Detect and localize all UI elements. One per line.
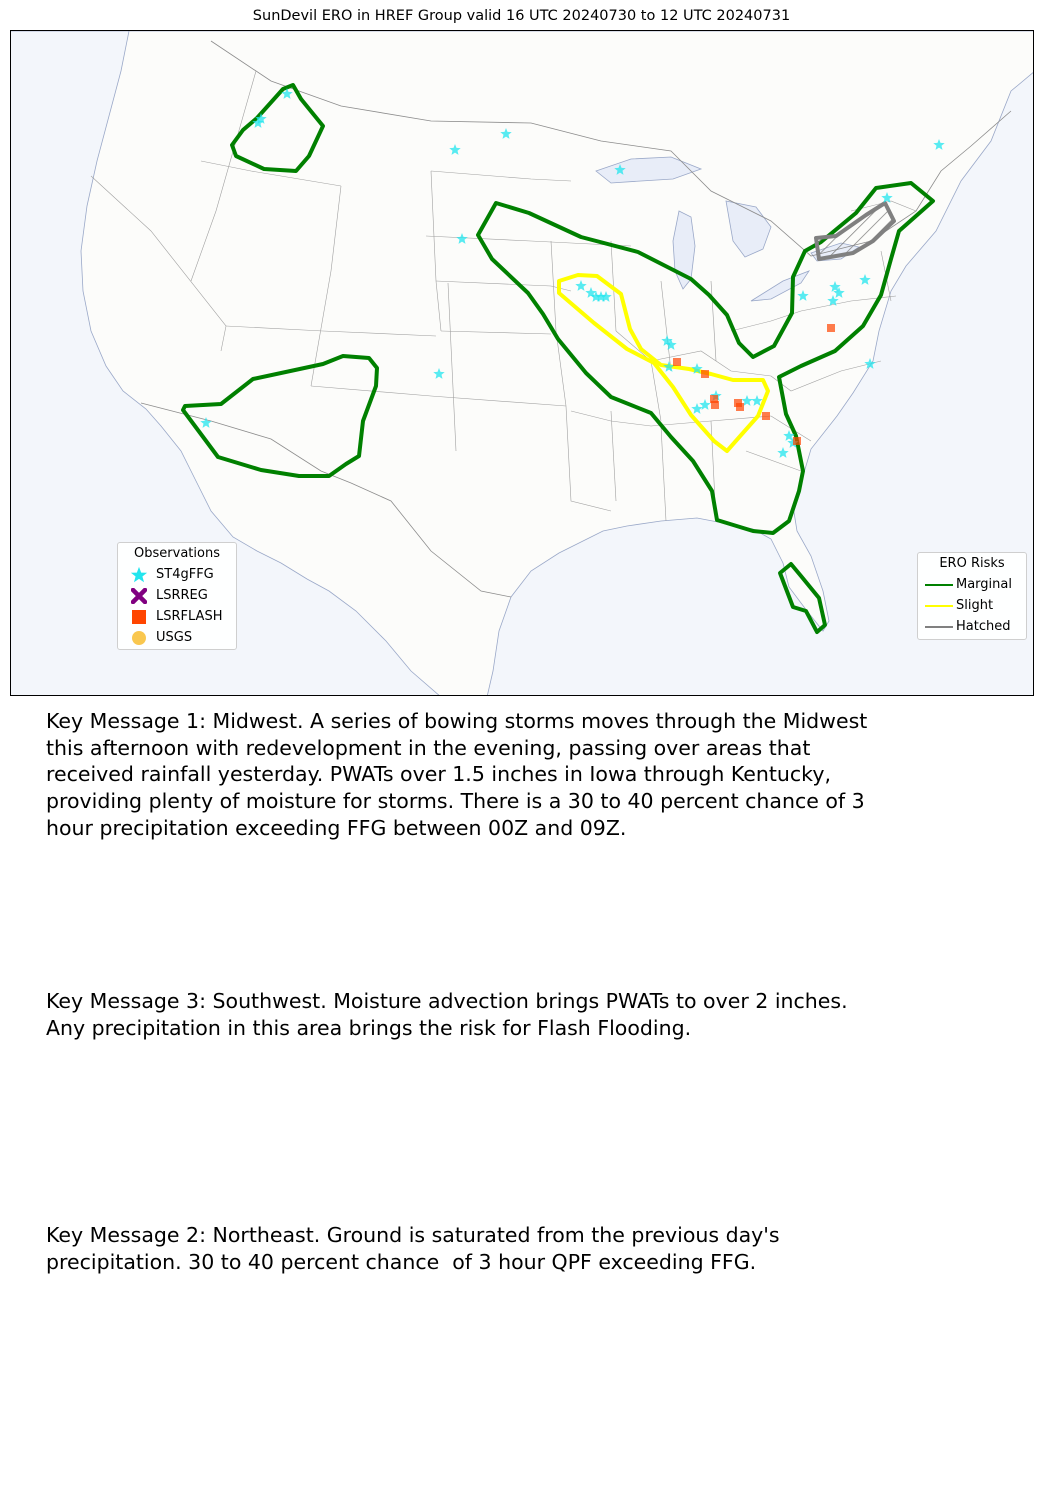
legend-label: LSRFLASH	[156, 609, 223, 624]
legend-label: ST4gFFG	[156, 567, 214, 582]
chart-title: SunDevil ERO in HREF Group valid 16 UTC 20240730 to 12 UTC 20240731	[252, 8, 791, 24]
lsrflash-marker	[711, 401, 719, 409]
key-message-3: Key Message 3: Southwest. Moisture advection brings PWATs to over 2 inches. Any precipitation in this area brings the risk for Flash Flooding.	[46, 989, 848, 1040]
legend-item-hatched	[922, 616, 1022, 637]
legend-item-lsrflash	[122, 606, 232, 627]
legend-label: USGS	[156, 630, 193, 645]
legend-label: LSRREG	[156, 588, 208, 603]
x-icon	[122, 588, 156, 604]
star-icon	[122, 566, 156, 584]
legend-item-marginal	[922, 574, 1022, 595]
legend-label: Marginal	[956, 577, 1012, 592]
line-icon	[922, 624, 956, 630]
lsrflash-marker	[762, 412, 770, 420]
lsrflash-marker	[827, 324, 835, 332]
line-icon	[922, 603, 956, 609]
legend-item-usgs	[122, 627, 232, 648]
lsrflash-marker	[793, 437, 801, 445]
line-icon	[922, 582, 956, 588]
observations-legend	[117, 542, 237, 650]
ero-risks-legend	[917, 552, 1027, 640]
legend-label: Slight	[956, 598, 994, 613]
ero-legend-title: ERO Risks	[939, 556, 1005, 571]
legend-item-slight	[922, 595, 1022, 616]
legend-label: Hatched	[956, 619, 1011, 634]
legend-item-lsrreg	[122, 585, 232, 606]
lsrflash-marker	[736, 403, 744, 411]
key-message-2: Key Message 2: Northeast. Ground is saturated from the previous day's precipitation. 30 to 40 percent chance of 3 hour QPF exceeding FFG.	[46, 1223, 780, 1274]
observations-legend-title: Observations	[134, 546, 220, 561]
lsrflash-marker	[673, 358, 681, 366]
legend-item-st4gffg	[122, 564, 232, 585]
lsrflash-marker	[701, 370, 709, 378]
square-icon	[122, 609, 156, 625]
circle-icon	[122, 630, 156, 646]
key-message-1: Key Message 1: Midwest. A series of bowing storms moves through the Midwest this afternoon with redevelopment in the evening, passing over areas that received rainfall yesterday. PWATs over 1.5 inches in Iowa through Kentucky, providing plenty of moisture for storms. There is a 30 to 40 percent chance of 3 hour precipitation exceeding FFG between 00Z and 09Z.	[46, 709, 868, 840]
